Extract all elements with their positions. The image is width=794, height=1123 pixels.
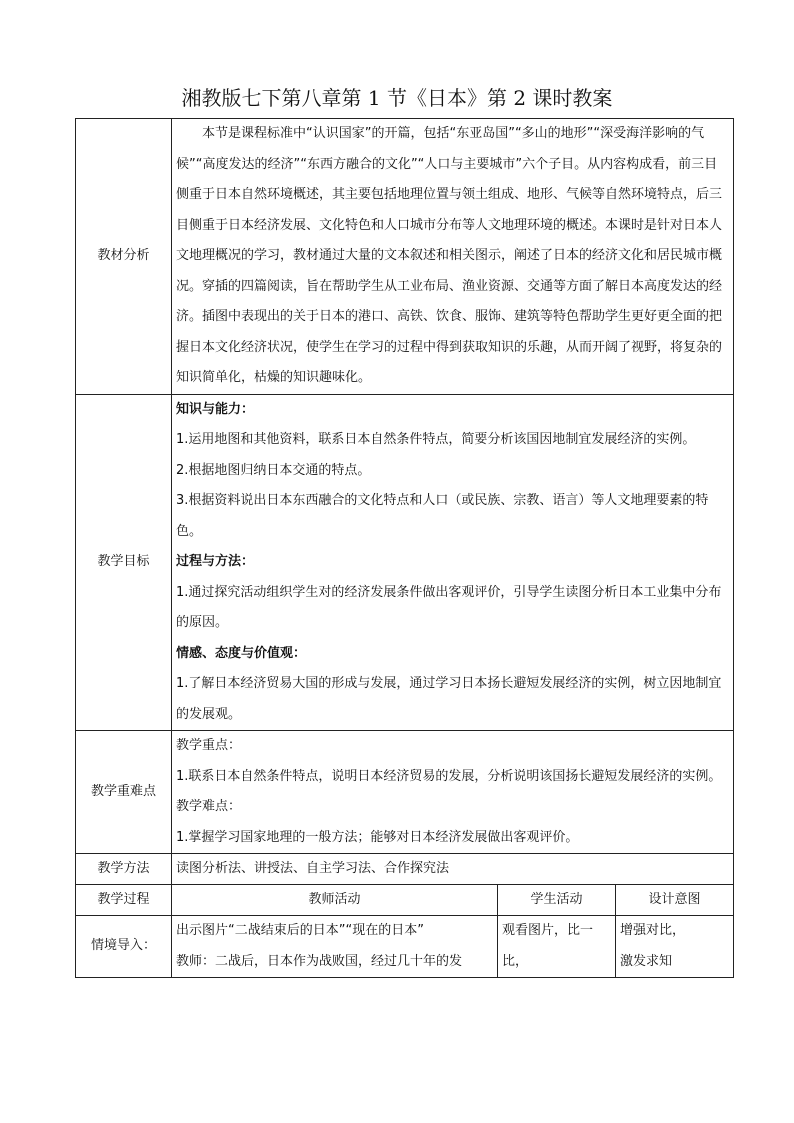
knowledge-heading: 知识与能力： (176, 401, 255, 417)
material-analysis-text: 本节是课程标准中“认识国家”的开篇，包括“东亚岛国”“多山的地形”“深受海洋影响的气候”“高度发达的经济”“东西方融合的文化”“人口与主要城市”六个子目。从内容构成看，前三目侧重于日本自然环境概述，其主要包括地理位置与领土组成、地形、气候等自然环境特点，后三目侧重于日本经济发展、文化特色和人口城市分布等人文地理环境的概述。本课时是针对日本人文地理概况的学习，教材通过大量的文本叙述和相关图示，阐述了日本的经济文化和居民城市概况。穿插的四篇阅读，旨在帮助学生从工业布局、渔业资源、交通等方面了解日本高度发达的经济。插图中表现出的关于日本的港口、高铁、饮食、服饰、建筑等特色帮助学生更好更全面的把握日本文化经济状况，使学生在学习的过程中得到获取知识的乐趣，从而开阔了视野，将复杂的知识简单化，枯燥的知识趣味化。 (176, 126, 723, 385)
knowledge-item-2: 2.根据地图归纳日本交通的特点。 (176, 462, 371, 478)
row-methods (76, 854, 734, 885)
document-title: 湘教版七下第八章第 1 节《日本》第 2 课时教案 (181, 86, 613, 110)
teaching-goals-cell (172, 394, 734, 731)
knowledge-item-1: 1.运用地图和其他资料，联系日本自然条件特点，简要分析该国因地制宜发展经济的实例。 (176, 432, 696, 447)
intro-teacher-line-1: 出示图片“二战结束后的日本”“现在的日本” (176, 923, 424, 938)
intro-teacher-cell (172, 916, 498, 978)
label-process: 教学过程 (76, 885, 172, 916)
key-item-1: 1.联系日本自然条件特点，说明日本经济贸易的发展，分析说明该国扬长避短发展经济的实例。 (176, 768, 722, 784)
label-key-difficult: 教学重难点 (76, 731, 172, 854)
methods-text: 读图分析法、讲授法、自主学习法、合作探究法 (172, 854, 734, 885)
intro-student-cell (498, 916, 616, 978)
difficult-item-1: 1.掌握学习国家地理的一般方法；能够对日本经济发展做出客观评价。 (176, 829, 579, 845)
process-heading: 过程与方法： (176, 554, 255, 569)
intro-teacher-line-2: 教师：二战后，日本作为战败国，经过几十年的发 (176, 953, 463, 969)
material-analysis-cell (172, 119, 734, 395)
label-teaching-goals: 教学目标 (76, 394, 172, 731)
header-design-intent: 设计意图 (616, 885, 734, 916)
row-teaching-goals (76, 394, 734, 731)
intro-design-line-2: 激发求知 (620, 953, 673, 969)
label-methods: 教学方法 (76, 854, 172, 885)
emotion-item-1: 1.了解日本经济贸易大国的形成与发展，通过学习日本扬长避短发展经济的实例，树立因地制宜的发展观。 (176, 676, 722, 722)
row-material-analysis (76, 119, 734, 395)
key-heading: 教学重点： (176, 738, 242, 753)
label-intro: 情境导入： (76, 916, 172, 978)
header-student-activity: 学生活动 (498, 885, 616, 916)
intro-design-cell (616, 916, 734, 978)
emotion-heading: 情感、态度与价值观： (176, 645, 307, 661)
label-material-analysis: 教材分析 (76, 119, 172, 395)
process-item-1: 1.通过探究活动组织学生对的经济发展条件做出客观评价，引导学生读图分析日本工业集中分布的原因。 (176, 584, 722, 630)
row-key-difficult (76, 731, 734, 854)
lesson-plan-table (75, 118, 734, 978)
intro-student-text: 观看图片，比一比， (502, 923, 594, 969)
key-difficult-cell (172, 731, 734, 854)
difficult-heading: 教学难点： (176, 799, 242, 814)
row-process-header (76, 885, 734, 916)
header-teacher-activity: 教师活动 (172, 885, 498, 916)
row-intro (76, 916, 734, 978)
intro-design-line-1: 增强对比， (620, 923, 686, 938)
knowledge-item-3: 3.根据资料说出日本东西融合的文化特点和人口（或民族、宗教、语言）等人文地理要素的特色。 (176, 493, 709, 539)
